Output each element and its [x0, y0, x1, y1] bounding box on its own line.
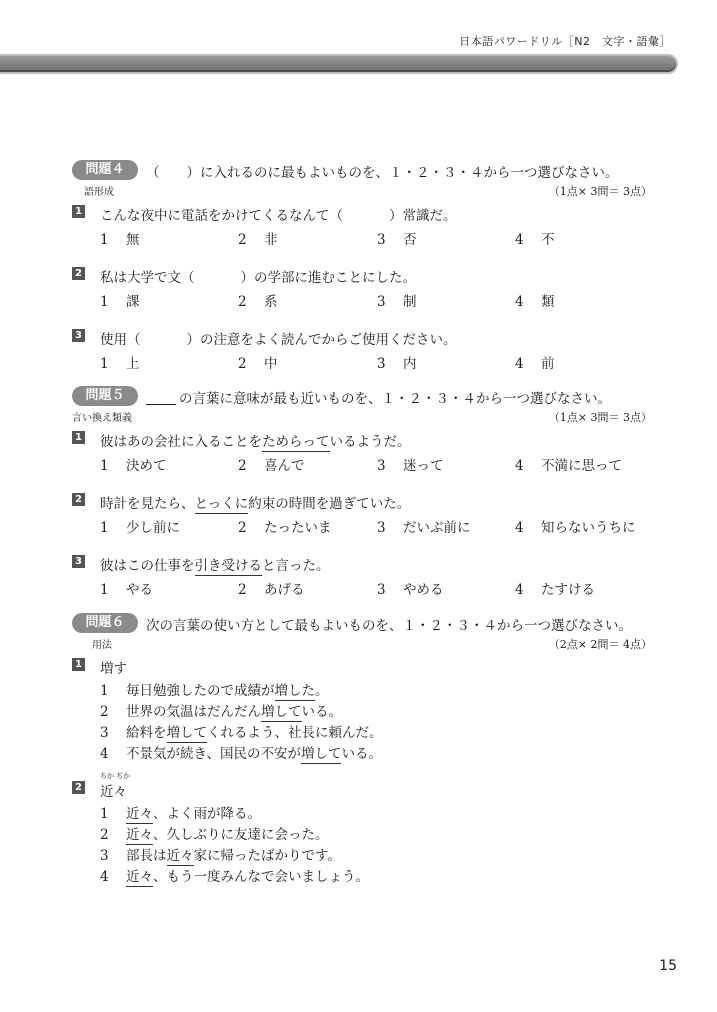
section-header: [72, 160, 652, 198]
question-text: こんな夜中に電話をかけてくるなんて（ ）常識だ。: [100, 208, 457, 224]
usage-item: 4 不景気が続き、国民の不安が増している。: [100, 746, 382, 762]
option-4: 4 類: [515, 294, 555, 310]
section-instruction: 次の言葉の使い方として最もよいものを、１・２・３・４から一つ選びなさい。: [146, 618, 632, 634]
option-1: 1 無: [100, 232, 140, 248]
usage-item: 2 近々、久しぶりに友達に会った。: [100, 827, 329, 843]
question-number: 1: [72, 205, 85, 218]
option-4: 4 たすける: [515, 582, 595, 598]
section-badge: 問題６: [72, 613, 138, 633]
section-badge: 問題５: [72, 386, 138, 406]
option-4: 4 知らないうちに: [515, 520, 636, 536]
usage-item: 2 世界の気温はだんだん増している。: [100, 704, 342, 720]
option-3: 3 内: [377, 356, 417, 372]
question-number: 2: [72, 781, 85, 794]
question-text: 使用（ ）の注意をよく読んでからご使用ください。: [100, 332, 457, 348]
question-text: 彼はこの仕事を引き受けると言った。: [100, 558, 330, 574]
option-2: 2 系: [238, 294, 278, 310]
section-points: （1点× 3問＝ 3点）: [548, 411, 652, 424]
option-1: 1 上: [100, 356, 140, 372]
question-text: 彼はあの会社に入ることをためらっているようだ。: [100, 434, 411, 450]
options: [100, 454, 640, 472]
section-instruction: （ ）に入れるのに最もよいものを、１・２・３・４から一つ選びなさい。: [146, 165, 619, 181]
section-header: [72, 386, 652, 424]
option-4: 4 不: [515, 232, 555, 248]
header-title: 日本語パワードリル［N2 文字・語彙］: [459, 35, 671, 48]
underline-marker: [146, 391, 176, 405]
options: [100, 228, 640, 246]
section-points: （2点× 2問＝ 4点）: [548, 638, 652, 651]
options: [100, 290, 640, 308]
usage-item: 4 近々、もう一度みんなで会いましょう。: [100, 869, 369, 885]
question-number: 3: [72, 329, 85, 342]
page-number: 15: [659, 958, 677, 974]
section-instruction: の言葉に意味が最も近いものを、１・２・３・４から一つ選びなさい。: [146, 387, 611, 407]
option-3: 3 迷って: [377, 458, 444, 474]
usage-item: 1 毎日勉強したので成績が増した。: [100, 683, 329, 699]
usage-item: 3 給料を増してくれるよう、社長に頼んだ。: [100, 725, 383, 741]
option-3: 3 だいぶ前に: [377, 520, 471, 536]
usage-item: 1 近々、よく雨が降る。: [100, 806, 261, 822]
option-2: 2 たったいま: [238, 520, 332, 536]
section-mondai-4: [72, 160, 652, 372]
section-points: （1点× 3問＝ 3点）: [548, 185, 652, 198]
usage-list: [100, 802, 369, 886]
option-2: 2 中: [238, 356, 278, 372]
options: [100, 516, 640, 534]
options: [100, 352, 640, 370]
question-number: 2: [72, 493, 85, 506]
question-number: 1: [72, 658, 85, 671]
option-3: 3 制: [377, 294, 417, 310]
option-1: 1 決めて: [100, 458, 167, 474]
header-bar: [0, 54, 678, 74]
option-1: 1 少し前に: [100, 520, 180, 536]
question-text: 時計を見たら、とっくに約束の時間を過ぎていた。: [100, 496, 411, 512]
option-3: 3 否: [377, 232, 417, 248]
section-mondai-6: [72, 613, 652, 885]
usage-list: [100, 679, 383, 763]
question-number: 2: [72, 267, 85, 280]
usage-item: 3 部長は近々家に帰ったばかりです。: [100, 848, 341, 864]
section-mondai-5: [72, 386, 652, 598]
furigana: ちか ぢか: [100, 772, 131, 780]
section-badge: 問題４: [72, 160, 138, 180]
option-4: 4 不満に思って: [515, 458, 622, 474]
option-2: 2 喜んで: [238, 458, 305, 474]
option-1: 1 課: [100, 294, 140, 310]
section-subtitle: 言い換え類義: [72, 413, 132, 424]
question-word: 増す: [100, 661, 127, 677]
question-word: ちか ぢか 近々: [100, 772, 131, 800]
option-1: 1 やる: [100, 582, 153, 598]
section-header: [72, 613, 652, 651]
question-number: 1: [72, 431, 85, 444]
option-3: 3 やめる: [377, 582, 444, 598]
section-subtitle: 語形成: [84, 187, 114, 198]
option-2: 2 あげる: [238, 582, 305, 598]
question-text: 私は大学で文（ ）の学部に進むことにした。: [100, 270, 416, 286]
options: [100, 578, 640, 596]
section-subtitle: 用法: [92, 640, 112, 651]
option-4: 4 前: [515, 356, 555, 372]
question-number: 3: [72, 555, 85, 568]
option-2: 2 非: [238, 232, 278, 248]
